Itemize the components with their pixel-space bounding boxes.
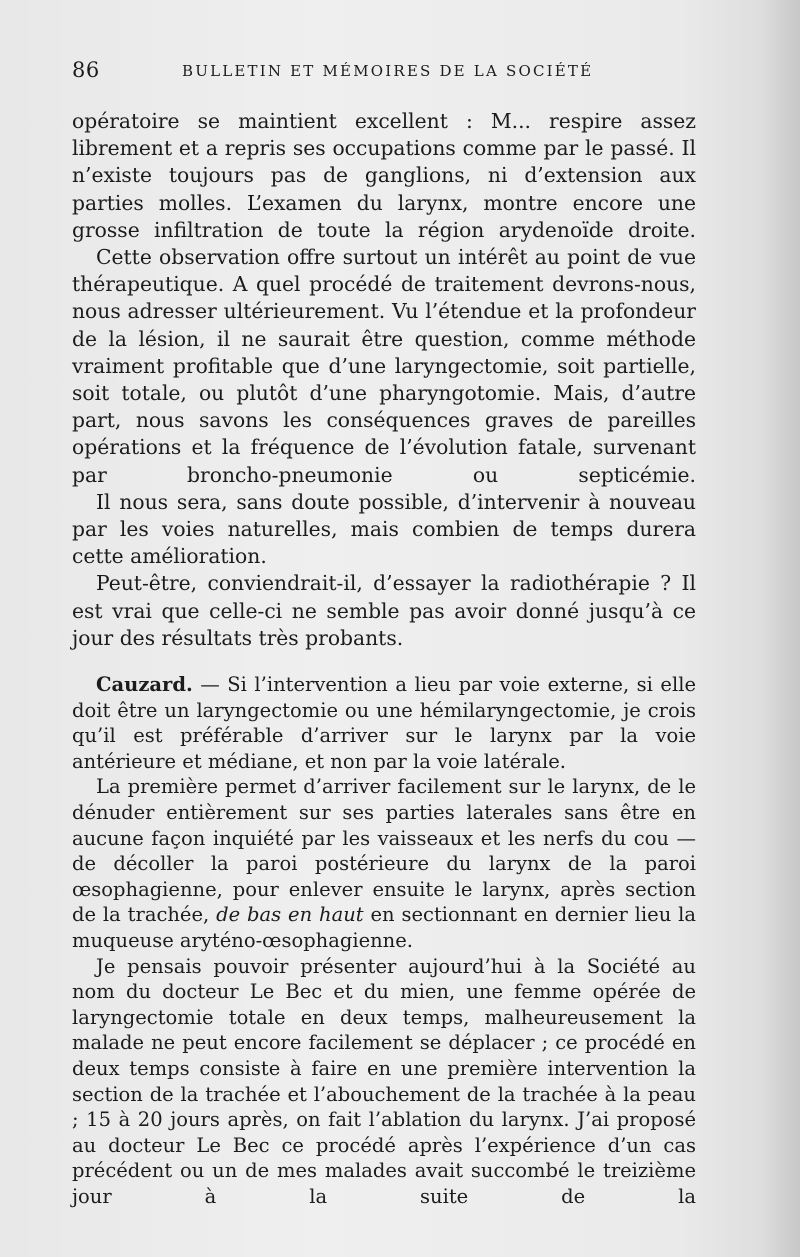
paragraph-observation: Cette observation offre surtout un intérêt au point de vue thérapeutique. A quel procédé de traitement devrons-nous, nous adresser ultérieurement. Vu l’étendue et la profondeur de la lésion, il ne saurait être question, comme méthode vraiment profitable que d’une laryngectomie, soit partielle, soit totale, ou plutôt d’une pharyngotomie. Mais, d’autre part, nous savons les conséquences graves de pareilles opérations et la fréquence de l’évolution fatale, survenant par broncho-pneumonie ou septicémie. [72,245,696,487]
paragraph-case-report: Je pensais pouvoir présenter aujourd’hui à la Société au nom du docteur Le Bec et du mien, une femme opérée de laryngectomie totale en deux temps, malheureusement la malade ne peut encore facilement se déplacer ; ce procédé en deux temps consiste à faire en une première intervention la section de la trachée et l’abouchement de la trachée à la peau ; 15 à 20 jours après, on fait l’ablation du larynx. J’ai proposé au docteur Le Bec ce procédé après l’expérience d’un cas précédent ou un de mes malades avait succombé le treizième jour à la suite de la [72,954,696,1208]
approach-text-end: en sectionnant en dernier lieu la muqueuse aryténo-œsophagienne. [72,903,697,952]
page-body [72,108,697,1208]
paragraph-reintervention: Il nous sera, sans doute possible, d’intervenir à nouveau par les voies naturelles, mais combien de temps durera cette amélioration. [72,489,696,569]
italic-phrase: de bas en haut [216,903,364,927]
approach-text-start: La première permet d’arriver facilement sur le larynx, de le dénuder entièrement sur ses parties laterales sans être en aucune façon inquiété par les vaisseaux et les nerfs du cou — de décoller la paroi postérieure du larynx de la paroi œsophagienne, pour enlever ensuite le larynx, après section de la trachée, [72,775,696,927]
running-header [72,58,696,88]
paragraph-anterior-approach [72,774,696,953]
paragraph-cauzard-intro [72,672,696,774]
paragraph-radiotherapy: Peut-être, conviendrait-il, d’essayer la radiothérapie ? Il est vrai que celle-ci ne semble pas avoir donné jusqu’à ce jour des résultats très probants. [72,571,696,650]
speaker-name: Cauzard. [96,673,193,697]
paragraph-continuation: opératoire se maintient excellent : M... respire assez librement et a repris ses occupations comme par le passé. Il n’existe toujours pas de ganglions, ni d’extension aux parties molles. L’examen du larynx, montre encore une grosse infiltration de toute la région arydenoïde droite. [72,109,696,242]
page-number: 86 [72,58,100,82]
page-edge-shadow [760,0,800,1257]
speaker-remark: — Si l’intervention a lieu par voie externe, si elle doit être un laryngectomie ou une hémilaryngectomie, je crois qu’il est préférable d’arriver sur le larynx par la voie antérieure et médiane, et non par la voie latérale. [72,673,696,773]
running-title: BULLETIN ET MÉMOIRES DE LA SOCIÉTÉ [182,62,594,80]
